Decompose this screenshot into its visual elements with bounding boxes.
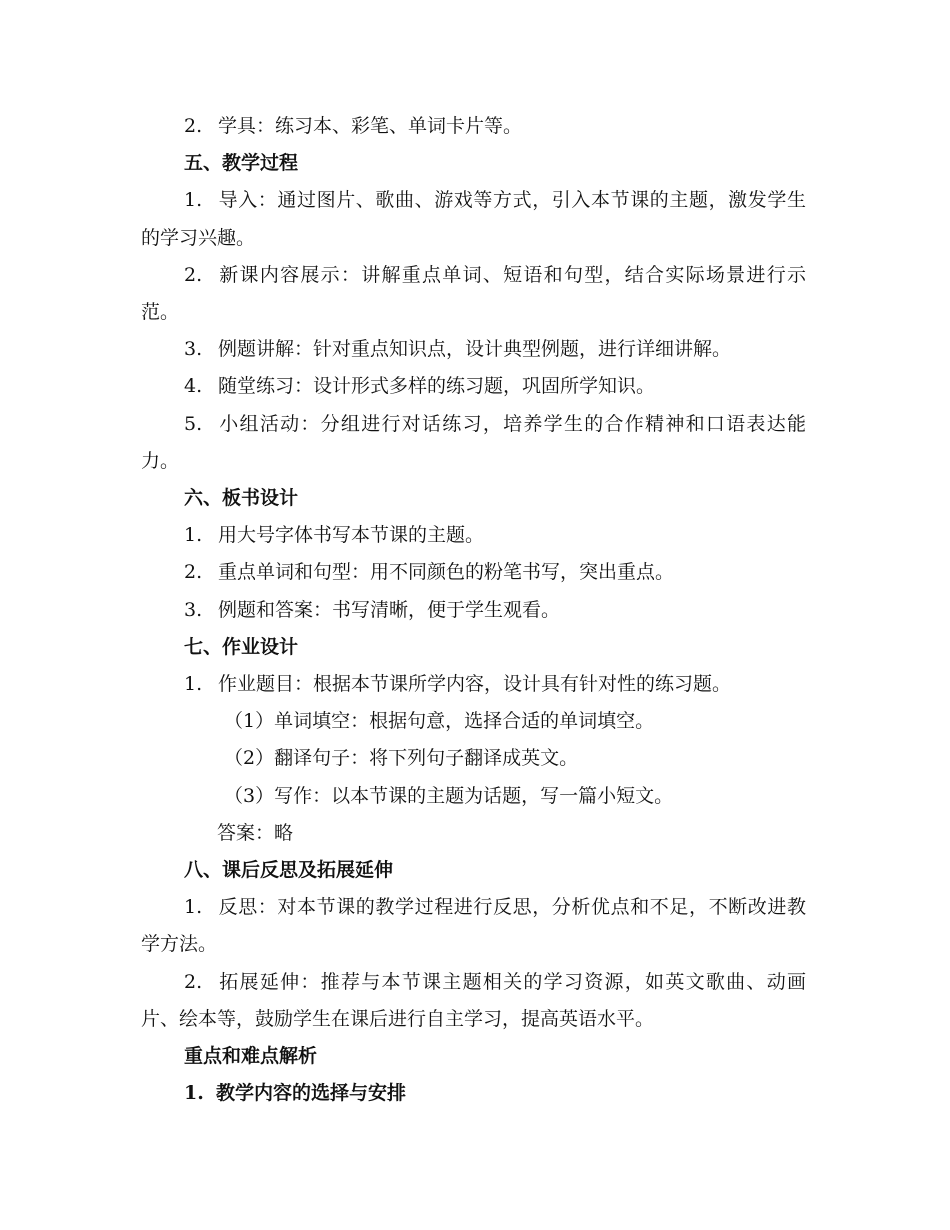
answer-line: 答案：略 [217, 821, 294, 844]
item-number: 2. [184, 561, 203, 584]
section-heading: 重点和难点解析 [184, 1045, 318, 1068]
paragraph [141, 554, 806, 591]
sub-item: （2）翻译句子：将下列句子翻译成英文。 [224, 747, 579, 770]
sub-item: （3）写作：以本节课的主题为话题，写一篇小短文。 [224, 784, 674, 807]
section-heading: 七、作业设计 [184, 635, 299, 658]
item-text: 学具：练习本、彩笔、单词卡片等。 [218, 115, 523, 137]
item-number: 1. [184, 524, 203, 547]
paragraph [141, 331, 806, 368]
item-text: 反思：对本节课的教学过程进行反思，分析优点和不足，不断改进教学方法。 [141, 896, 806, 956]
item-number: 2. [184, 970, 203, 993]
section-heading: 八、课后反思及拓展延伸 [184, 859, 394, 882]
paragraph [141, 108, 806, 145]
item-text: 小组活动：分组进行对话练习，培养学生的合作精神和口语表达能力。 [141, 412, 806, 472]
paragraph [141, 406, 806, 480]
paragraph [141, 666, 806, 703]
section-heading: 五、教学过程 [184, 152, 299, 175]
section-heading: 六、板书设计 [184, 487, 299, 510]
item-text: 用大号字体书写本节课的主题。 [218, 524, 485, 547]
paragraph [141, 368, 806, 405]
item-number: 1. [184, 673, 203, 696]
paragraph [141, 889, 806, 963]
item-number: 1. [184, 189, 203, 212]
item-number: 1. [184, 896, 203, 919]
item-number: 3. [184, 598, 203, 621]
item-text: 新课内容展示：讲解重点单词、短语和句型，结合实际场景进行示范。 [141, 263, 806, 324]
item-text: 例题讲解：针对重点知识点，设计典型例题，进行详细讲解。 [218, 338, 732, 361]
item-number: 2. [184, 263, 203, 286]
item-text: 导入：通过图片、歌曲、游戏等方式，引入本节课的主题，激发学生的学习兴趣。 [141, 189, 806, 249]
paragraph [141, 182, 806, 256]
item-number: 4. [184, 375, 203, 398]
paragraph [141, 964, 806, 1038]
document-body [141, 108, 806, 1112]
heading-number: 1. [184, 1082, 204, 1105]
paragraph [141, 592, 806, 629]
item-number: 2. [184, 115, 203, 137]
item-text: 拓展延伸：推荐与本节课主题相关的学习资源，如英文歌曲、动画片、绘本等，鼓励学生在课后进行自主学习，提高英语水平。 [141, 970, 806, 1030]
sub-item: （1）单词填空：根据句意，选择合适的单词填空。 [224, 710, 655, 733]
paragraph [141, 257, 806, 331]
heading-text: 教学内容的选择与安排 [216, 1082, 407, 1105]
item-text: 随堂练习：设计形式多样的练习题，巩固所学知识。 [218, 375, 656, 398]
item-text: 例题和答案：书写清晰，便于学生观看。 [218, 598, 561, 621]
item-text: 作业题目：根据本节课所学内容，设计具有针对性的练习题。 [218, 673, 732, 696]
item-number: 5. [184, 412, 203, 435]
section-heading [141, 1075, 806, 1112]
item-text: 重点单词和句型：用不同颜色的粉笔书写，突出重点。 [218, 561, 675, 584]
paragraph [141, 517, 806, 554]
item-number: 3. [184, 338, 203, 361]
